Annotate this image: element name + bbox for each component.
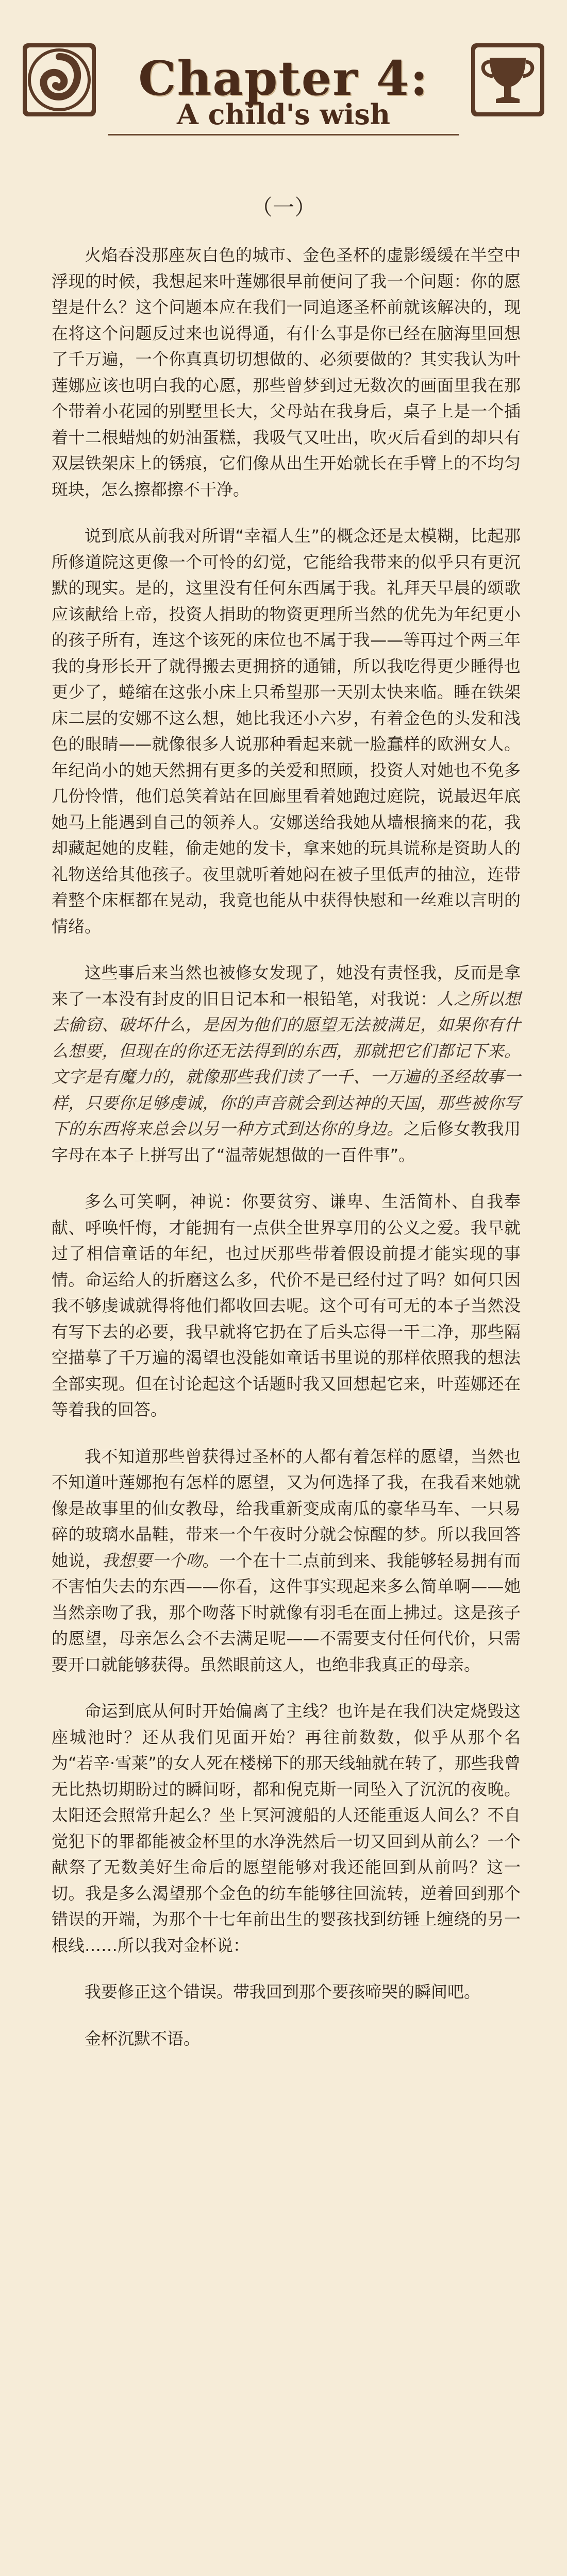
paragraph-text: 我要修正这个错误。带我回到那个要孩啼哭的瞬间吧。 <box>85 1982 481 2002</box>
paragraph-text: 。一个在十二点前到来、我能够轻易拥有而不害怕失去的东西——你看，这件事实现起来多么简单啊——她当然亲吻了我，那个吻落下时就像有羽毛在面上拂过。这是孩子的愿望，母亲怎么会不去满足呢——不需要支付任何代价，只需要开口就能够获得。虽然眼前这人，也绝非我真正的母亲。 <box>52 1550 521 1674</box>
chapter-subtitle: A child's wish <box>176 98 391 131</box>
section-label: （一） <box>251 195 316 220</box>
paragraph-text: 我不知道那些曾获得过圣杯的人都有着怎样的愿望，当然也不知道叶莲娜抱有怎样的愿望，又为何选择了我，在我看来她就像是故事里的仙女教母，给我重新变成南瓜的豪华马车、一只易碎的玻璃水晶鞋，带来一个午夜时分就会惊醒的梦。所以我回答她说， <box>52 1446 521 1570</box>
seal-spiral-icon <box>21 41 98 118</box>
paragraph <box>52 1444 521 1678</box>
grail-icon <box>469 41 546 118</box>
paragraph-text: 之后修女教我用字母在本子上拼写出了“温蒂妮想做的一百件事”。 <box>52 1119 521 1165</box>
paragraph <box>52 1979 521 2005</box>
paragraph <box>52 1698 521 1958</box>
paragraph <box>52 1189 521 1423</box>
paragraph-text: 这些事后来当然也被修女发现了，她没有责怪我，反而是拿来了一本没有封皮的旧日记本和一根铅笔，对我说： <box>52 963 521 1009</box>
handwritten-quote: 人之所以想去偷窃、破坏什么，是因为他们的愿望无法被满足，如果你有什么想要，但现在的你还无法得到的东西，那就把它们都记下来。文字是有魔力的，就像那些我们读了一千、一万遍的圣经故事一样，只要你足够虔诚，你的声音就会到达神的天国，那些被你写下的东西将来总会以另一种方式到达你的身边。 <box>52 989 521 1139</box>
chapter-header <box>21 21 546 139</box>
paragraph-text: 说到底从前我对所谓“幸福人生”的概念还是太模糊，比起那所修道院这更像一个可怜的幻觉，它能给我带来的似乎只有更沉默的现实。是的，这里没有任何东西属于我。礼拜天早晨的颂歌应该献给上帝，投资人捐助的物资更理所当然的优先为年纪更小的孩子所有，连这个该死的床位也不属于我——等再过个两三年我的身形长开了就得搬去更拥挤的通铺，所以我吃得更少睡得也更少了，蜷缩在这张小床上只希望那一天别太快来临。睡在铁架床二层的安娜不这么想，她比我还小六岁，有着金色的头发和浅色的眼睛——就像很多人说那种看起来就一脸蠢样的欧洲女人。年纪尚小的她天然拥有更多的关爱和照顾，投资人对她也不免多几份怜惜，他们总笑着站在回廊里看着她跑过庭院，说最迟年底她马上能遇到自己的领养人。安娜送给我她从墙根摘来的花，我却藏起她的皮鞋，偷走她的发卡，拿来她的玩具谎称是资助人的礼物送给其他孩子。夜里就听着她闷在被子里低声的抽泣，连带着整个床框都在晃动，我竟也能从中获得快慰和一丝难以言明的情绪。 <box>52 526 521 936</box>
title-block <box>108 41 459 131</box>
chapter-title: Chapter 4: <box>138 50 429 106</box>
paragraph <box>52 960 521 1168</box>
chapter-body <box>52 242 521 2072</box>
header-rule <box>108 134 459 135</box>
paragraph <box>52 242 521 502</box>
paragraph-text: 火焰吞没那座灰白色的城市、金色圣杯的虚影缓缓在半空中浮现的时候，我想起来叶莲娜很早前便问了我一个问题：你的愿望是什么？这个问题本应在我们一同追逐圣杯前就该解决的，现在将这个问题反过来也说得通，有什么事是你已经在脑海里回想了千万遍，一个你真真切切想做的、必须要做的？其实我认为叶莲娜应该也明白我的心愿，那些曾梦到过无数次的画面里我在那个带着小花园的别墅里长大，父母站在我身后，桌子上是一个插着十二根蜡烛的奶油蛋糕，我吸气又吐出，吹灭后看到的却只有双层铁架床上的锈痕，它们像从出生开始就长在手臂上的不均匀斑块，怎么擦都擦不干净。 <box>52 245 521 499</box>
paragraph <box>52 2026 521 2052</box>
paragraph-text: 命运到底从何时开始偏离了主线？也许是在我们决定烧毁这座城池时？还从我们见面开始？再往前数数，似乎从那个名为“若辛·雪莱”的女人死在楼梯下的那天线轴就在转了，那些我曾无比热切期盼过的瞬间呀，都和倪克斯一同坠入了沉沉的夜晚。太阳还会照常升起么？坐上冥河渡船的人还能重返人间么？不自觉犯下的罪都能被金杯里的水净洗然后一切又回到从前么？一个献祭了无数美好生命后的愿望能够对我还能回到从前吗？这一切。我是多么渴望那个金色的纺车能够往回流转，逆着回到那个错误的开端，为那个十七年前出生的婴孩找到纺锤上缠绕的另一根线……所以我对金杯说： <box>52 1701 521 1955</box>
paragraph-text: 多么可笑啊，神说：你要贫穷、谦卑、生活简朴、自我奉献、呼唤忏悔，才能拥有一点供全世界享用的公义之爱。我早就过了相信童话的年纪，也过厌那些带着假设前提才能实现的事情。命运给人的折磨这么多，代价不是已经付过了吗？如何只因我不够虔诚就得将他们都收回去呢。这个可有可无的本子当然没有写下去的必要，我早就将它扔在了后头忘得一干二净，那些隔空描摹了千万遍的渴望也没能如童话书里说的那样依照我的想法全部实现。但在讨论起这个话题时我又回想起它来，叶莲娜还在等着我的回答。 <box>52 1192 521 1419</box>
paragraph-text: 金杯沉默不语。 <box>85 2028 201 2048</box>
handwritten-quote: 我想要一个吻 <box>102 1550 203 1570</box>
paragraph <box>52 523 521 939</box>
